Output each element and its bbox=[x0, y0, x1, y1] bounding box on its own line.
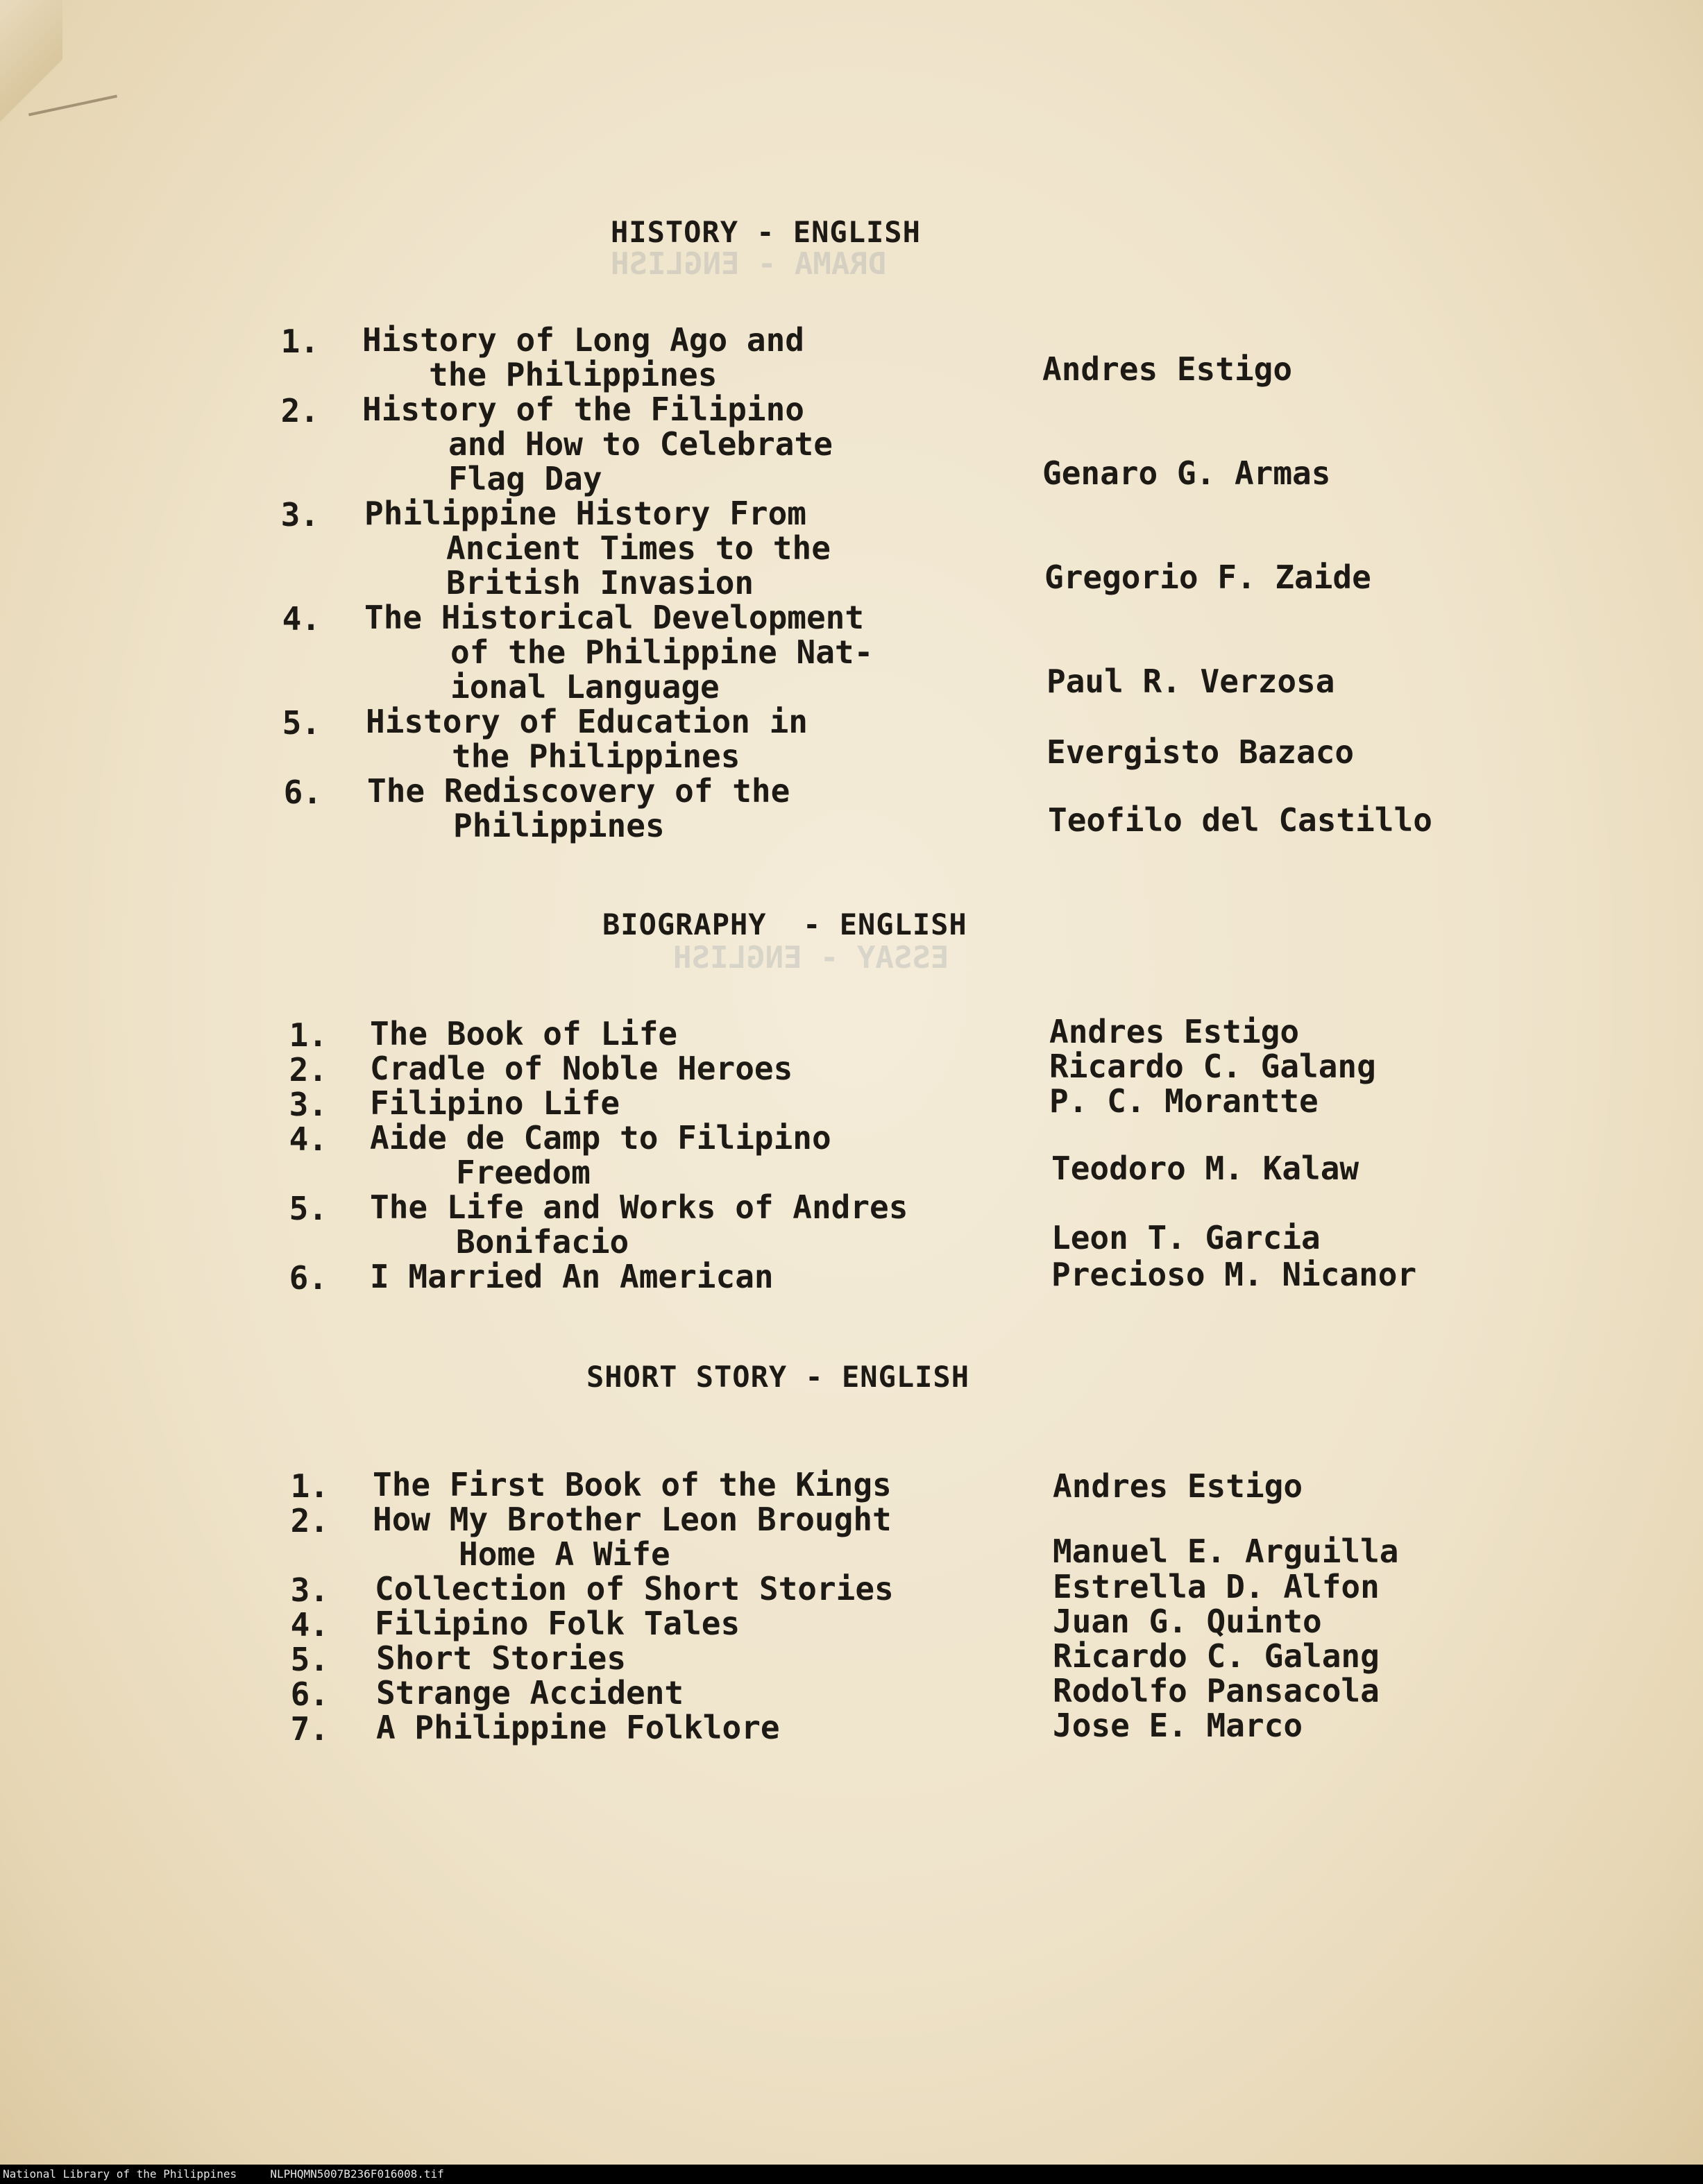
title-line: Freedom bbox=[456, 1154, 591, 1191]
entry-title bbox=[375, 1571, 1069, 1606]
entry-number: 7. bbox=[290, 1710, 329, 1748]
title-line: the Philippines bbox=[452, 737, 740, 775]
title-line: Philippines bbox=[453, 807, 665, 844]
title-line: I Married An American bbox=[370, 1258, 774, 1295]
section-heading-biography: BIOGRAPHY - ENGLISH bbox=[602, 907, 967, 941]
entry-number: 6. bbox=[289, 1259, 328, 1297]
title-line: Cradle of Noble Heroes bbox=[370, 1050, 793, 1087]
entry-title bbox=[370, 1120, 1064, 1190]
title-line: of the Philippine Nat- bbox=[450, 633, 874, 671]
entry-author: Teofilo del Castillo bbox=[1048, 801, 1432, 839]
entry-number: 3. bbox=[280, 496, 319, 534]
entry-author: Evergisto Bazaco bbox=[1047, 733, 1355, 771]
title-line: History of Education in bbox=[366, 703, 808, 740]
entry-number: 1. bbox=[280, 323, 319, 360]
entry-number: 3. bbox=[289, 1086, 328, 1123]
entry-title bbox=[376, 1641, 1070, 1675]
title-line: Flag Day bbox=[448, 460, 602, 497]
entry-author: Juan G. Quinto bbox=[1053, 1603, 1322, 1640]
entry-title bbox=[376, 1710, 1070, 1745]
entry-title bbox=[376, 1675, 1070, 1710]
entry-title bbox=[362, 392, 1056, 496]
title-line: The First Book of the Kings bbox=[373, 1466, 892, 1503]
entry-number: 5. bbox=[289, 1190, 328, 1227]
title-line: Aide de Camp to Filipino bbox=[370, 1119, 831, 1157]
entry-author: Precioso M. Nicanor bbox=[1051, 1256, 1417, 1293]
entry-author: Estrella D. Alfon bbox=[1053, 1568, 1380, 1605]
title-line: The Book of Life bbox=[370, 1015, 678, 1052]
entry-title bbox=[370, 1086, 1064, 1120]
title-line: ional Language bbox=[450, 668, 720, 706]
entry-title bbox=[375, 1606, 1069, 1641]
entry-number: 4. bbox=[289, 1120, 328, 1158]
entry-title bbox=[362, 323, 1056, 392]
section-heading-history: HISTORY - ENGLISH bbox=[611, 215, 921, 249]
entry-title bbox=[364, 496, 1058, 600]
entry-title bbox=[370, 1190, 1064, 1259]
entry-number: 1. bbox=[289, 1016, 328, 1054]
entry-author: Gregorio F. Zaide bbox=[1044, 558, 1371, 596]
title-line: A Philippine Folklore bbox=[376, 1709, 780, 1746]
title-line: The Historical Development bbox=[364, 599, 865, 636]
entry-number: 5. bbox=[290, 1641, 329, 1678]
section-heading-short-story: SHORT STORY - ENGLISH bbox=[586, 1360, 970, 1394]
entry-author: Andres Estigo bbox=[1049, 1013, 1300, 1050]
entry-number: 1. bbox=[290, 1467, 329, 1505]
entry-number: 2. bbox=[289, 1051, 328, 1089]
title-line: British Invasion bbox=[446, 564, 754, 602]
folded-corner bbox=[0, 0, 62, 139]
entry-author: Ricardo C. Galang bbox=[1049, 1048, 1376, 1085]
entry-number: 5. bbox=[282, 704, 321, 742]
title-line: Ancient Times to the bbox=[446, 529, 831, 567]
entry-number: 6. bbox=[283, 774, 322, 811]
entry-author: Genaro G. Armas bbox=[1042, 454, 1331, 492]
title-line: The Life and Works of Andres bbox=[370, 1188, 908, 1226]
entry-title bbox=[367, 774, 1061, 843]
title-line: Strange Accident bbox=[376, 1674, 684, 1712]
entry-number: 4. bbox=[282, 600, 321, 638]
entry-number: 6. bbox=[290, 1675, 329, 1713]
title-line: Filipino Folk Tales bbox=[375, 1605, 740, 1642]
title-line: Bonifacio bbox=[456, 1223, 629, 1261]
entry-author: P. C. Morantte bbox=[1049, 1082, 1319, 1120]
entry-number: 4. bbox=[290, 1606, 329, 1644]
entry-author: Paul R. Verzosa bbox=[1047, 663, 1335, 700]
entry-title bbox=[373, 1467, 1067, 1502]
title-line: Philippine History From bbox=[364, 495, 806, 532]
entry-title bbox=[370, 1051, 1064, 1086]
title-line: Home A Wife bbox=[459, 1535, 670, 1573]
entry-title bbox=[366, 704, 1060, 774]
title-line: The Rediscovery of the bbox=[367, 772, 790, 810]
entry-author: Teodoro M. Kalaw bbox=[1051, 1150, 1359, 1187]
title-line: Short Stories bbox=[376, 1639, 627, 1677]
title-line: Filipino Life bbox=[370, 1084, 620, 1122]
entry-author: Leon T. Garcia bbox=[1051, 1219, 1321, 1256]
entry-author: Andres Estigo bbox=[1042, 350, 1293, 388]
bleed-through-heading: ESSAY - ENGLISH bbox=[673, 940, 949, 975]
scan-footer-caption: National Library of the Philippines NLPHQMN5007B236F016008.tif bbox=[3, 2167, 444, 2181]
title-line: Collection of Short Stories bbox=[375, 1570, 894, 1607]
title-line: How My Brother Leon Brought bbox=[373, 1501, 892, 1538]
entry-number: 2. bbox=[290, 1502, 329, 1539]
entry-number: 2. bbox=[280, 392, 319, 429]
title-line: the Philippines bbox=[429, 356, 718, 393]
bleed-through-heading: DRAMA - ENGLISH bbox=[611, 246, 887, 282]
entry-author: Manuel E. Arguilla bbox=[1053, 1533, 1399, 1570]
entry-author: Andres Estigo bbox=[1053, 1467, 1303, 1505]
entry-author: Ricardo C. Galang bbox=[1053, 1637, 1380, 1675]
entry-author: Rodolfo Pansacola bbox=[1053, 1672, 1380, 1709]
entry-number: 3. bbox=[290, 1571, 329, 1609]
title-line: and How to Celebrate bbox=[448, 425, 833, 463]
title-line: History of the Filipino bbox=[362, 391, 804, 428]
entry-title bbox=[370, 1259, 1064, 1294]
entry-title bbox=[364, 600, 1058, 704]
entry-author: Jose E. Marco bbox=[1053, 1707, 1303, 1744]
entry-title bbox=[370, 1016, 1064, 1051]
entry-title bbox=[373, 1502, 1067, 1571]
title-line: History of Long Ago and bbox=[362, 321, 804, 359]
